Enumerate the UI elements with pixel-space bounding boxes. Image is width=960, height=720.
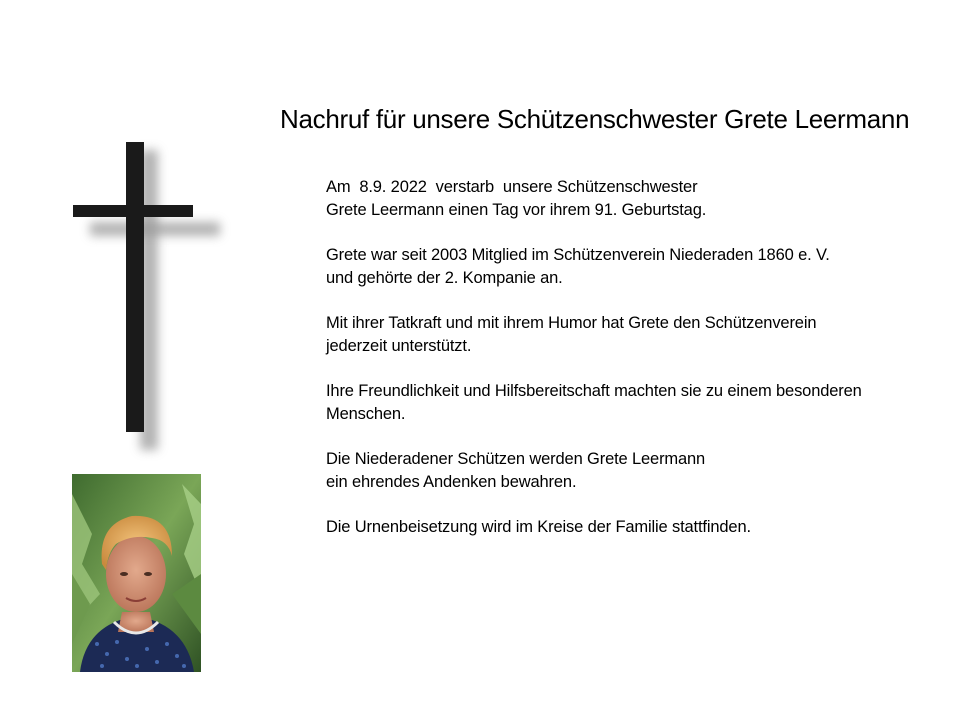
text-line: und gehörte der 2. Kompanie an. [326,269,563,287]
paragraph-character [326,380,956,426]
cross-shadow-horizontal [90,222,220,236]
text-line: Am 8.9. 2022 verstarb unsere Schützenschwester [326,178,698,196]
cross-horizontal-beam [73,205,193,217]
paragraph-remembrance [326,448,956,494]
text-line: Grete war seit 2003 Mitglied im Schützenverein Niederaden 1860 e. V. [326,246,830,264]
text-line: Mit ihrer Tatkraft und mit ihrem Humor hat Grete den Schützenverein [326,314,817,332]
paragraph-tribute [326,312,956,358]
portrait-photo [72,474,201,672]
text-line: Grete Leermann einen Tag vor ihrem 91. Geburtstag. [326,201,707,219]
text-line: Menschen. [326,405,406,423]
paragraph-membership [326,244,956,290]
text-line: jederzeit unterstützt. [326,337,472,355]
text-line: Die Niederadener Schützen werden Grete Leermann [326,450,706,468]
text-line: Die Urnenbeisetzung wird im Kreise der Familie stattfinden. [326,518,751,536]
paragraph-burial [326,516,956,539]
text-line: Ihre Freundlichkeit und Hilfsbereitschaft machten sie zu einem besonderen [326,382,862,400]
obituary-text [326,176,956,561]
text-line: ein ehrendes Andenken bewahren. [326,473,577,491]
cross-vertical-beam [126,142,144,432]
page-title: Nachruf für unsere Schützenschwester Grete Leermann [280,104,910,134]
paragraph-death-notice [326,176,956,222]
cross-icon [60,130,230,460]
